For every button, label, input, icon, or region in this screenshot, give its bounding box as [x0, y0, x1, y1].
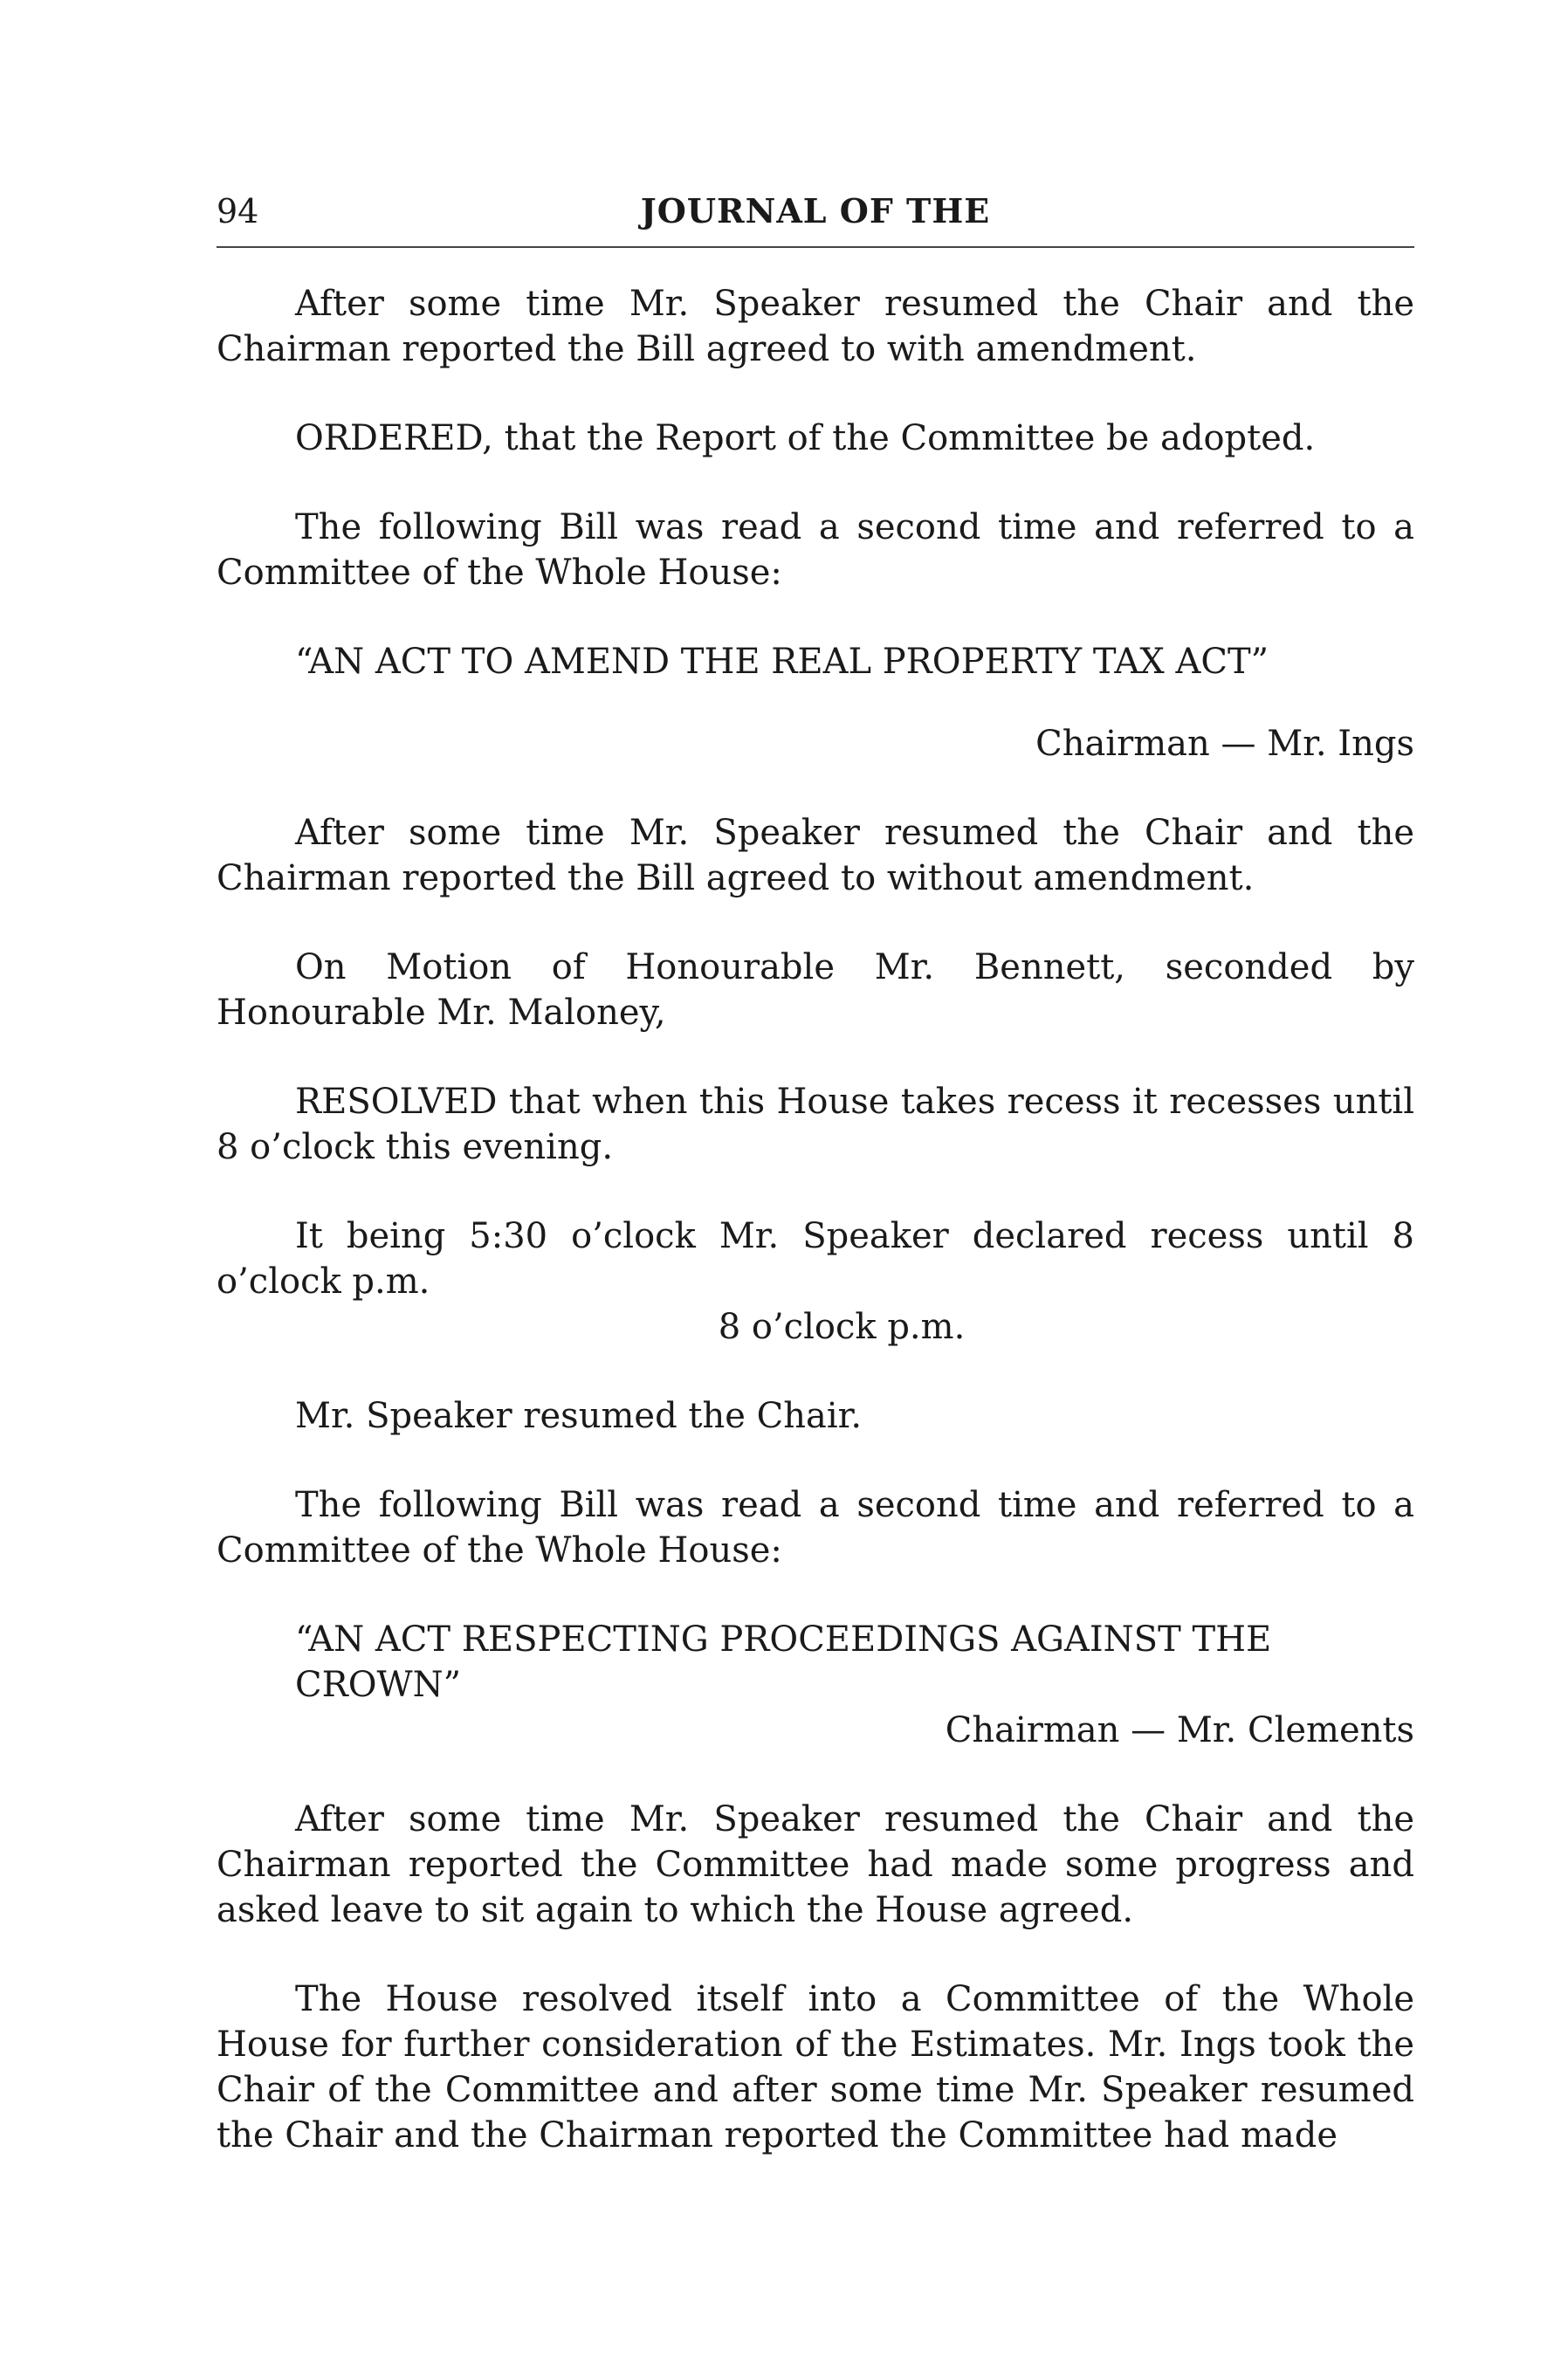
paragraph-ordered: ORDERED, that the Report of the Committee be adopted. [295, 418, 1316, 458]
page-header [217, 185, 1414, 237]
paragraph-speaker-resumed: Mr. Speaker resumed the Chair. [295, 1396, 863, 1436]
paragraph-recess: It being 5:30 o’clock Mr. Speaker declared recess until 8 o’clock p.m. [217, 1216, 1414, 1302]
running-title: JOURNAL OF THE [640, 191, 991, 230]
bill-title-proceedings-against-crown: “AN ACT RESPECTING PROCEEDINGS AGAINST THE CROWN” [295, 1619, 1272, 1705]
journal-body [217, 281, 1414, 2158]
paragraph-resolved: RESOLVED that when this House takes recess it recesses until 8 o’clock this evening. [217, 1082, 1414, 1167]
page-number: 94 [217, 192, 259, 230]
paragraph-progress-reported: After some time Mr. Speaker resumed the Chair and the Chairman reported the Committee had made some progress and asked leave to sit again to which the House agreed. [217, 1799, 1414, 1930]
paragraph-report-without-amendment: After some time Mr. Speaker resumed the Chair and the Chairman reported the Bill agreed to without amendment. [217, 813, 1414, 898]
chairman-ings: Chairman — Mr. Ings [1035, 724, 1414, 764]
paragraph-bill-referred-1: The following Bill was read a second time and referred to a Committee of the Whole House: [217, 507, 1414, 593]
paragraph-motion: On Motion of Honourable Mr. Bennett, seconded by Honourable Mr. Maloney, [217, 947, 1414, 1033]
paragraph-bill-referred-2: The following Bill was read a second time and referred to a Committee of the Whole House: [217, 1485, 1414, 1571]
chairman-clements: Chairman — Mr. Clements [945, 1710, 1414, 1750]
paragraph-report-with-amendment: After some time Mr. Speaker resumed the Chair and the Chairman reported the Bill agreed to with amendment. [217, 284, 1414, 369]
header-rule [217, 246, 1414, 248]
paragraph-estimates: The House resolved itself into a Committee of the Whole House for further consideration of the Estimates. Mr. Ings took the Chair of the Committee and after some time Mr. Speaker resumed the Chair and the Chairman reported the Committee had made [217, 1979, 1414, 2155]
bill-title-real-property-tax: “AN ACT TO AMEND THE REAL PROPERTY TAX ACT” [295, 642, 1269, 682]
time-heading: 8 o’clock p.m. [718, 1307, 966, 1347]
